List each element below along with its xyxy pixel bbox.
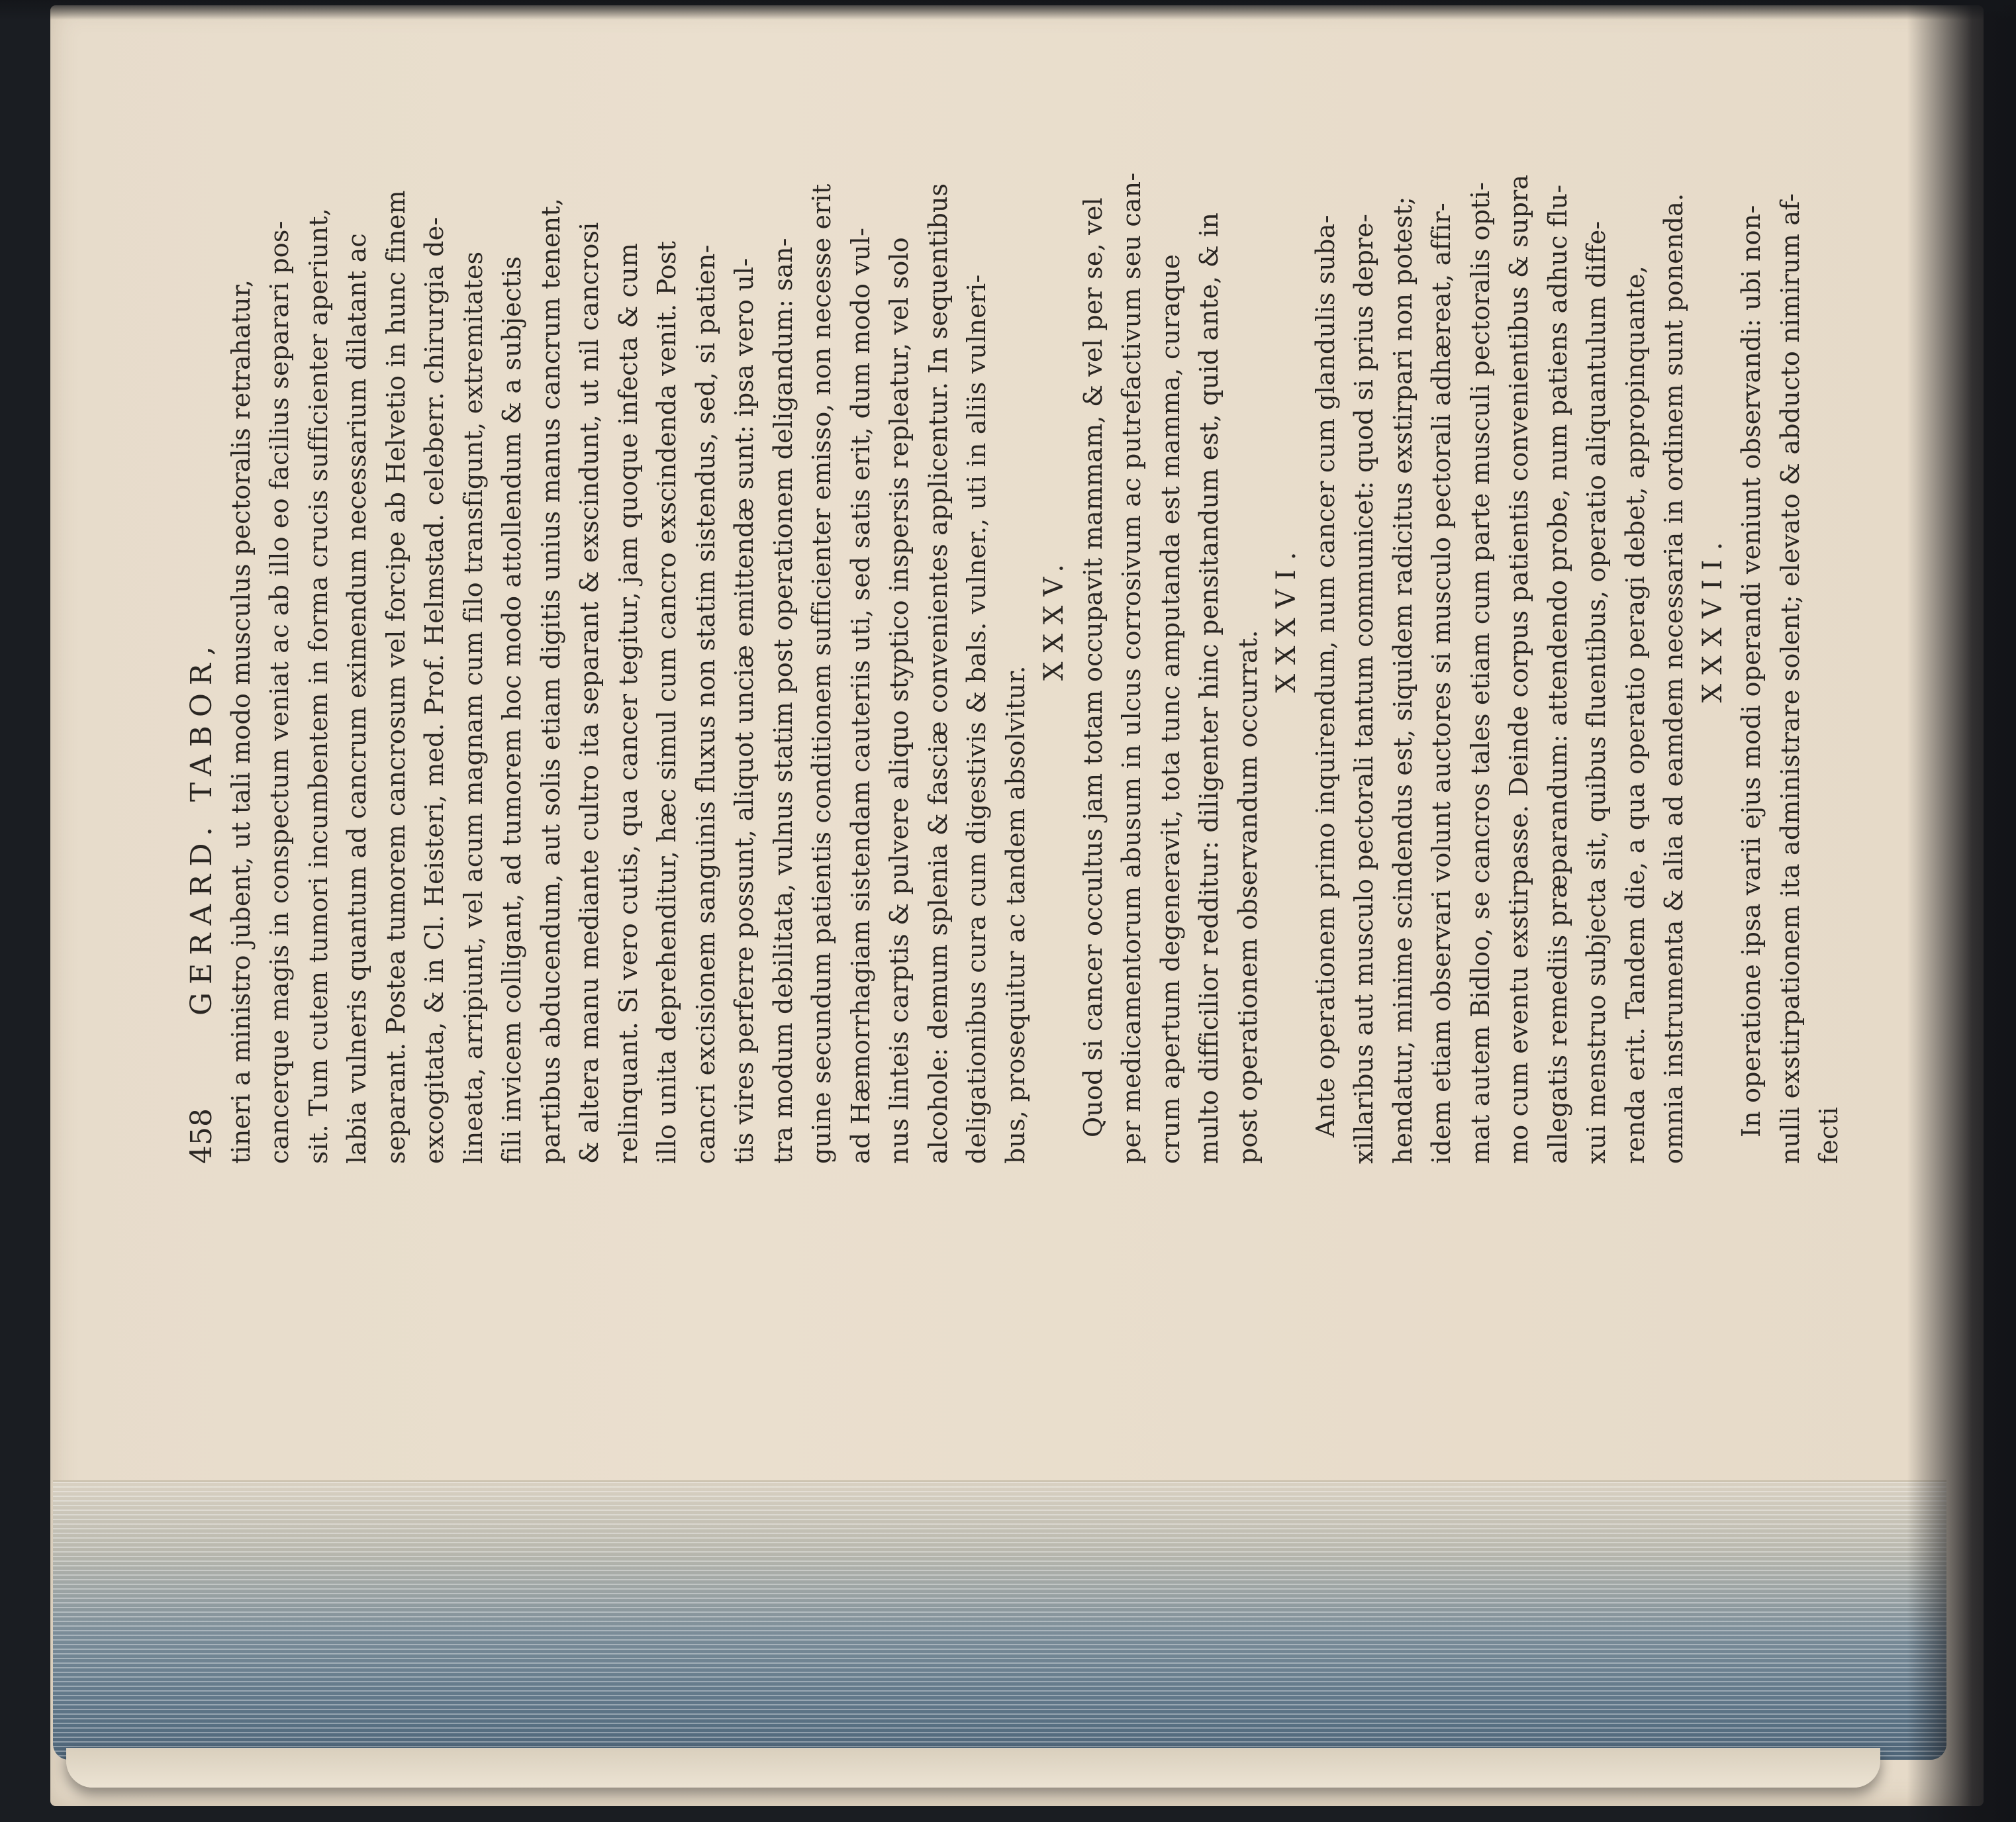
text-line: crum apertum degeneravit, tota tunc amputanda est mamma, curaque: [1155, 254, 1185, 1164]
text-line: cancerque magis in conspectum veniat ac ab illo eo facilius separari pos-: [265, 220, 294, 1164]
text-line: idem etiam observari volunt auctores si musculo pectorali adhæreat, affir-: [1427, 203, 1456, 1164]
text-line: cancri excisionem sanguinis fluxus non statim sistendus, sed, si patien-: [691, 244, 720, 1164]
text-line: nulli exstirpationem ita administrare solent; elevato & abducto nimirum af-: [1775, 193, 1805, 1164]
text-line: tineri a ministro jubent, ut tali modo musculus pectoralis retrahatur,: [226, 279, 256, 1164]
text-line: xillaribus aut musculo pectorali tantum communicet: quod si prius depre-: [1349, 213, 1378, 1164]
running-head: GERARD. TABOR,: [185, 638, 218, 1016]
page-bottom-edge: [66, 1748, 1880, 1788]
text-line: tra modum debilitata, vulnus statim post operationem deligandum: san-: [768, 238, 798, 1164]
text-line: post operationem observandum occurrat.: [1233, 630, 1263, 1164]
text-line: nus linteis carptis & pulvere aliquo styptico inspersis repleatur, vel solo: [885, 237, 914, 1164]
text-line: per medicamentorum abusum in ulcus corrosivum ac putrefactivum seu can-: [1117, 172, 1146, 1164]
text-line: relinquant. Si vero cutis, qua cancer tegitur, jam quoque infecta & cum: [613, 242, 643, 1164]
binding-shadow: [1907, 0, 2016, 1822]
text-line: sit. Tum cutem tumori incumbentem in forma crucis sufficienter aperiunt,: [303, 208, 333, 1164]
text-line: xui menstruo subjecta sit, quibus fluentibus, operatio aliquantulum diffe-: [1582, 220, 1611, 1164]
section-heading: XXXVI.: [1271, 542, 1302, 693]
text-line: labia vulneris quantum ad cancrum eximendum necessarium dilatant ac: [342, 233, 371, 1164]
text-line: mat autem Bidloo, se cancros tales etiam cum parte musculi pectoralis opti-: [1465, 181, 1495, 1164]
text-line: alcohole: demum splenia & fasciæ convenientes applicentur. In sequentibus: [923, 183, 953, 1164]
text-line: multo difficilior redditur: diligenter hinc pensitandum est, quid ante, & in: [1194, 212, 1224, 1164]
text-line: guine secundum patientis conditionem sufficienter emisso, non necesse erit: [807, 183, 836, 1164]
text-line: & altera manu mediante cultro ita separant & exscindunt, ut nil cancrosi: [575, 222, 604, 1164]
section-heading: XXXVII.: [1697, 532, 1728, 703]
sections-container: [1035, 72, 1848, 1164]
text-line: ad Hæmorrhagiam sistendam cauteriis uti, sed satis erit, dum modo vul-: [845, 227, 875, 1164]
text-line: excogitata, & in Cl. Heisteri, med. Prof. Helmstad. celeberr. chirurgia de-: [420, 216, 449, 1164]
text-line: separant. Postea tumorem cancrosum vel forcipe ab Helvetio in hunc finem: [381, 190, 410, 1164]
page-edges: [53, 1480, 1946, 1760]
text-line: lineata, arripiunt, vel acum magnam cum filo transfigunt, extremitates: [458, 251, 488, 1164]
text-line: fecti: [1814, 1106, 1843, 1164]
text-line: mo cum eventu exstirpasse. Deinde corpus patientis convenientibus & supra: [1504, 174, 1533, 1164]
text-line: allegatis remediis præparandum: attendendo probe, num patiens adhuc flu-: [1543, 184, 1572, 1164]
text-line: fili invicem colligant, ad tumorem hoc modo attollendum & a subjectis: [497, 256, 526, 1164]
text-line: deligationibus cura cum digestivis & bals. vulner., uti in aliis vulneri-: [962, 274, 991, 1164]
text-line: In operatione ipsa varii ejus modi operandi veniunt observandi: ubi non-: [1737, 205, 1766, 1137]
text-line: omnia instrumenta & alia ad eamdem necessaria in ordinem sunt ponenda.: [1659, 193, 1688, 1164]
page-number: 458: [185, 1108, 218, 1164]
running-header: [183, 72, 222, 1164]
text-line: renda erit. Tandem die, a qua operatio peragi debet, appropinquante,: [1620, 265, 1650, 1164]
text-line: partibus abducendum, aut solis etiam digitis unius manus cancrum tenent,: [536, 197, 565, 1164]
text-line: tis vires perferre possunt, aliquot unciæ emittendæ sunt: ipsa vero ul-: [730, 258, 759, 1164]
text-line: hendatur, minime scindendus est, siquidem radicitus exstirpari non potest;: [1388, 196, 1417, 1164]
section-heading: XXXV.: [1039, 554, 1069, 681]
top-shadow: [0, 0, 2016, 20]
text-line: Ante operationem primo inquirendum, num cancer cum glandulis suba-: [1310, 215, 1340, 1137]
page-text-block: [183, 72, 1848, 1164]
text-line: bus, prosequitur ac tandem absolvitur.: [1000, 665, 1030, 1164]
body-paragraph: [222, 72, 1035, 1164]
text-line: illo unita deprehenditur, hæc simul cum cancro exscindenda venit. Post: [652, 240, 681, 1164]
text-line: Quod si cancer occultus jam totam occupavit mammam, & vel per se, vel: [1078, 197, 1108, 1137]
